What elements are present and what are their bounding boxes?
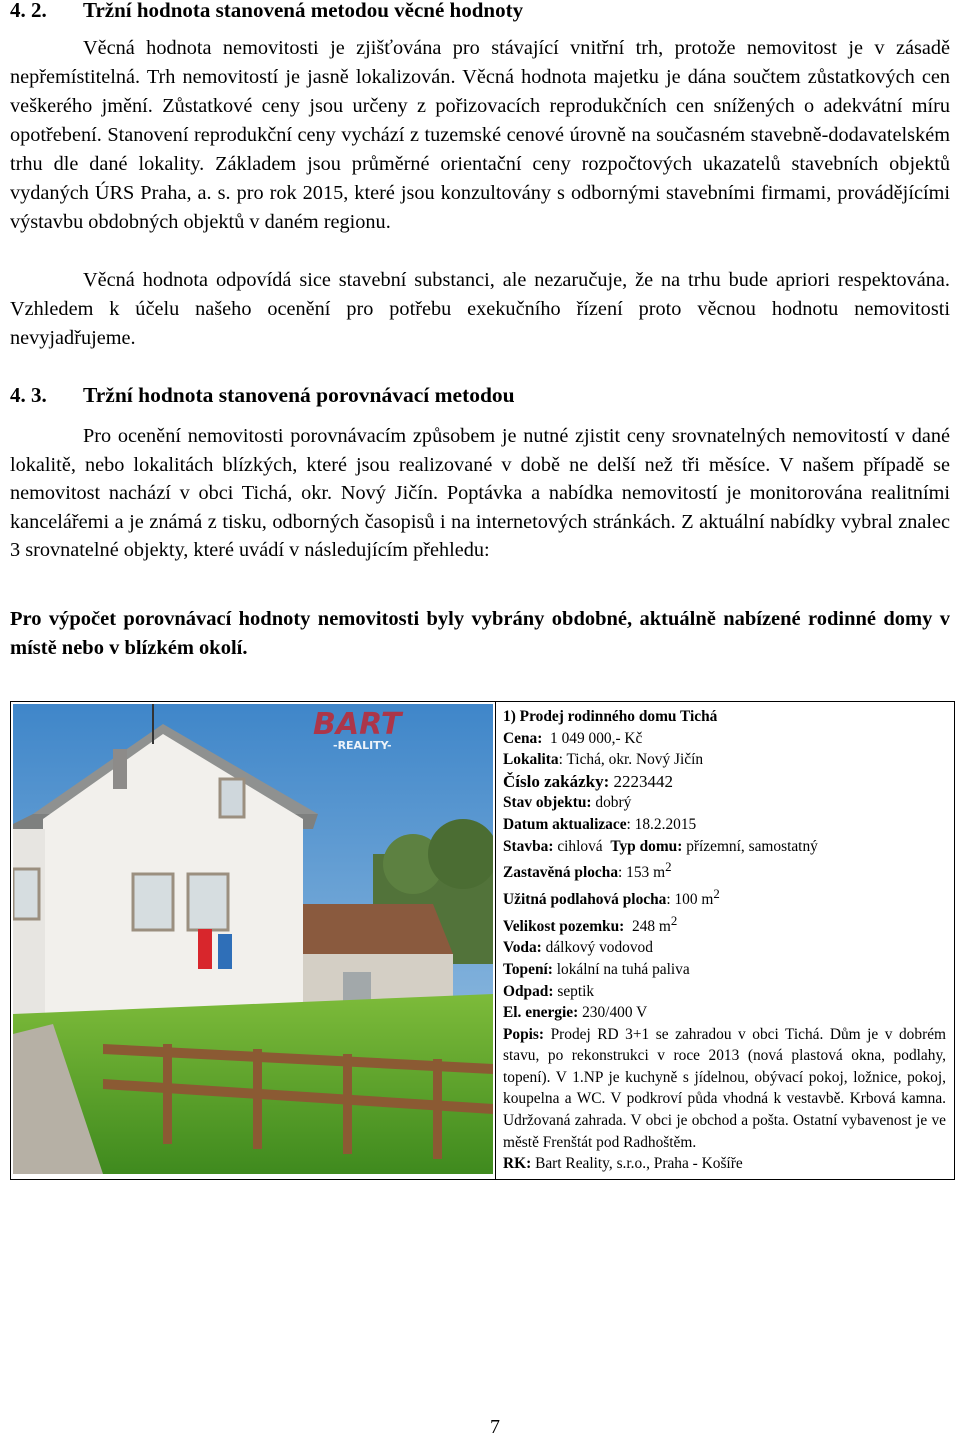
sewage-row: Odpad: septik [503, 982, 595, 1000]
section-number: 4. 3. [10, 383, 47, 407]
bold-paragraph: Pro výpočet porovnávací hodnoty nemovitosti byly vybrány obdobné, aktuálně nabízené rodinné domy v místě nebo v blízkém okolí. [10, 608, 950, 659]
electricity-row: El. energie: 230/400 V [503, 1004, 648, 1022]
section-number: 4. 2. [10, 0, 47, 22]
water-row: Voda: dálkový vodovod [503, 939, 653, 957]
section-title: Tržní hodnota stanovená porovnávací metodou [83, 383, 515, 407]
location-row: Lokalita: Tichá, okr. Nový Jičín [503, 751, 704, 769]
construction-row: Stavba: cihlová Typ domu: přízemní, samostatný [503, 837, 818, 855]
order-row: Číslo zakázky: 2223442 [503, 771, 673, 791]
listing-table [10, 701, 955, 1180]
section-title: Tržní hodnota stanovená metodou věcné hodnoty [83, 0, 524, 22]
state-row: Stav objektu: dobrý [503, 794, 632, 812]
paragraph: Věcná hodnota odpovídá sice stavební substanci, ale nezaručuje, že na trhu bude apriori respektována. Vzhledem k účelu našeho ocenění pro potřebu exekučního řízení proto věcnou hodnotu nemovitosti nevyjadřujeme. [10, 269, 950, 349]
heating-row: Topení: lokální na tuhá paliva [503, 960, 690, 978]
agency-row: RK: Bart Reality, s.r.o., Praha - Košíře [503, 1155, 743, 1173]
listing-title: 1) Prodej rodinného domu Tichá [503, 708, 718, 725]
paragraph: Pro ocenění nemovitosti porovnávacím způsobem je nutné zjistit ceny srovnatelných nemovitostí v dané lokalitě, nebo lokalitách blízkých, které jsou realizované v době ne delší než tři měsíce. V našem případě se nemovitost nachází v obci Tichá, okr. Nový Jičín. Poptávka a nabídka nemovitostí je monitorována realitními kancelářemi a je známá z tisku, odborných časopisů i na internetových stránkách. Z aktuální nabídky vybral znalec 3 srovnatelné objekty, které uvádí v následujícím přehledu: [10, 425, 950, 561]
paragraph: Věcná hodnota nemovitosti je zjišťována pro stávající vnitřní trh, protože nemovitost je v zásadě nepřemístitelná. Trh nemovitostí je jasně lokalizován. Věcná hodnota majetku je dána součtem zůstatkových cen veškerého jmění. Zůstatkové ceny jsou určeny z pořizovacích reprodukčních cen snížených o adekvátní míru opotřebení. Stanovení reprodukční ceny vychází z tuzemské cenové úrovně na současném stavebně-dodavatelském trhu dle dané lokality. Základem jsou průměrné orientační ceny rozpočtových ukazatelů stavebních objektů vydaných ÚRS Praha, a. s. pro rok 2015, které jsou konzultovány s odbornými stavebními firmami, provádějícími výstavbu obdobných objektů v daném regionu. [10, 37, 950, 233]
usable-area-row: Užitná podlahová plocha: 100 $m^2$ [503, 886, 720, 908]
plot-size-row: Velikost pozemku: 248 $m^2$ [503, 913, 678, 935]
date-row: Datum aktualizace: 18.2.2015 [503, 815, 697, 833]
watermark-text: BART [313, 707, 402, 742]
section-heading-4-3 [10, 381, 515, 409]
price-row: Cena: 1 049 000,- Kč [503, 729, 643, 747]
built-area-row: Zastavěná plocha: 153 $m^2$ [503, 860, 672, 882]
page-number: 7 [490, 1416, 500, 1438]
listing-info [496, 702, 955, 1180]
photo-cell [11, 702, 496, 1180]
house-photo [13, 704, 493, 1174]
section-heading-4-2 [10, 0, 523, 24]
description-row: Popis: Prodej RD 3+1 se zahradou v obci Tichá. Dům je v dobrém stavu, po rekonstrukci v roce 2013 (nová plastová okna, podlahy, topení). V 1.NP je kuchyně s jídelnou, obývací pokoj, ložnice, pokoj, koupelna a WC. V podkroví půda vhodná k vestavbě. Krbová kamna. Udržovaná zahrada. V obci je obchod a pošta. Ostatní vybavenost je ve městě Frenštát pod Radhoštěm. [503, 1025, 946, 1151]
watermark-sub: -REALITY- [333, 739, 392, 752]
